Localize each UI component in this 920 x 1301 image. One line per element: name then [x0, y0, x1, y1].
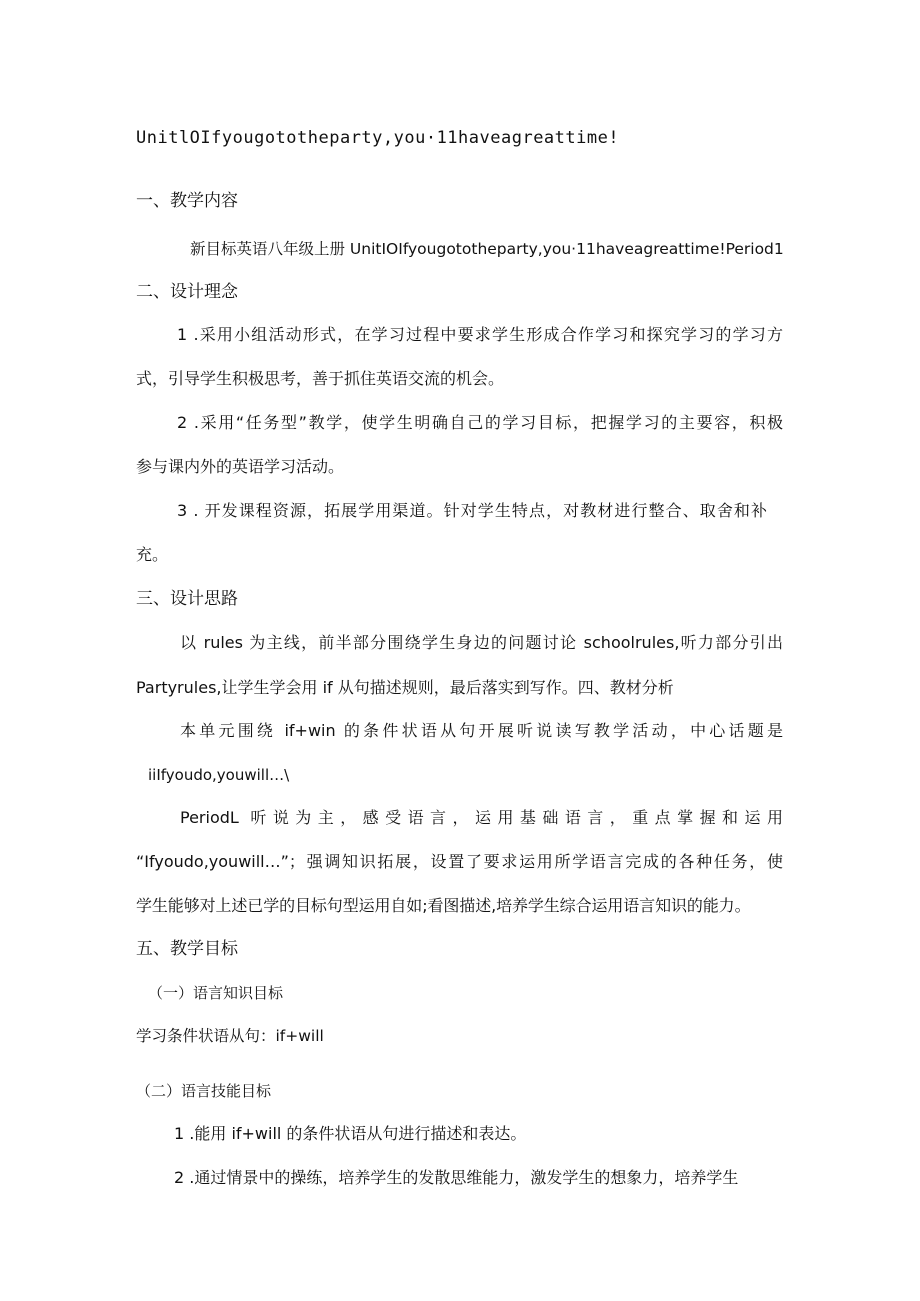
section-1-heading: 一、教学内容: [136, 191, 238, 211]
s5-item-1: 1 .能用 if+will 的条件状语从句进行描述和表达。: [174, 1124, 527, 1143]
s2-paragraph-3-line-2: 充。: [136, 545, 169, 564]
section-3-heading: 三、设计思路: [136, 589, 238, 609]
s3-paragraph-1-line-1: 以 rules 为主线，前半部分围绕学生身边的问题讨论 schoolrules,听力部分引出: [180, 633, 783, 652]
s2-paragraph-1-line-1: 1 .采用小组活动形式，在学习过程中要求学生形成合作学习和探究学习的学习方: [177, 325, 783, 344]
s3-paragraph-3-line-3: 学生能够对上述已学的目标句型运用自如;看图描述,培养学生综合运用语言知识的能力。: [136, 896, 751, 915]
s3-paragraph-3-line-2: “Ifyoudo,youwill…”；强调知识拓展，设置了要求运用所学语言完成的各种任务，使: [136, 852, 783, 871]
s5-subheading-1: （一）语言知识目标: [148, 984, 284, 1002]
section-1-body: 新目标英语八年级上册 UnitIOIfyougototheparty,you·11haveagreattime!Period1: [190, 240, 784, 258]
s3-paragraph-2-line-2: iiIfyoudo,youwill…\: [148, 766, 290, 784]
s3-paragraph-3-line-1: PeriodL 听说为主，感受语言，运用基础语言，重点掌握和运用: [180, 808, 783, 827]
section-2-heading: 二、设计理念: [136, 282, 238, 302]
s3-paragraph-2-line-1: 本单元围绕 if+win 的条件状语从句开展听说读写教学活动，中心话题是: [180, 721, 783, 740]
s5-subheading-2: （二）语言技能目标: [136, 1082, 272, 1100]
s2-paragraph-1-line-2: 式，引导学生积极思考，善于抓住英语交流的机会。: [136, 369, 505, 388]
section-5-heading: 五、教学目标: [136, 939, 238, 959]
s5-subheading-1-body: 学习条件状语从句：if+will: [136, 1027, 324, 1045]
s2-paragraph-2-line-1: 2 .采用“任务型”教学，使学生明确自己的学习目标，把握学习的主要容，积极: [177, 413, 783, 432]
s5-item-2: 2 .通过情景中的操练，培养学生的发散思维能力，激发学生的想象力，培养学生: [174, 1168, 739, 1187]
s3-paragraph-1-line-2: Partyrules,让学生学会用 if 从句描述规则，最后落实到写作。四、教材分析: [136, 678, 674, 697]
s2-paragraph-2-line-2: 参与课内外的英语学习活动。: [136, 457, 345, 476]
s2-paragraph-3-line-1: 3 . 开发课程资源，拓展学用渠道。针对学生特点，对教材进行整合、取舍和补: [177, 501, 767, 520]
document-title: UnitlOIfyougototheparty,you·11haveagreattime!: [136, 128, 620, 148]
